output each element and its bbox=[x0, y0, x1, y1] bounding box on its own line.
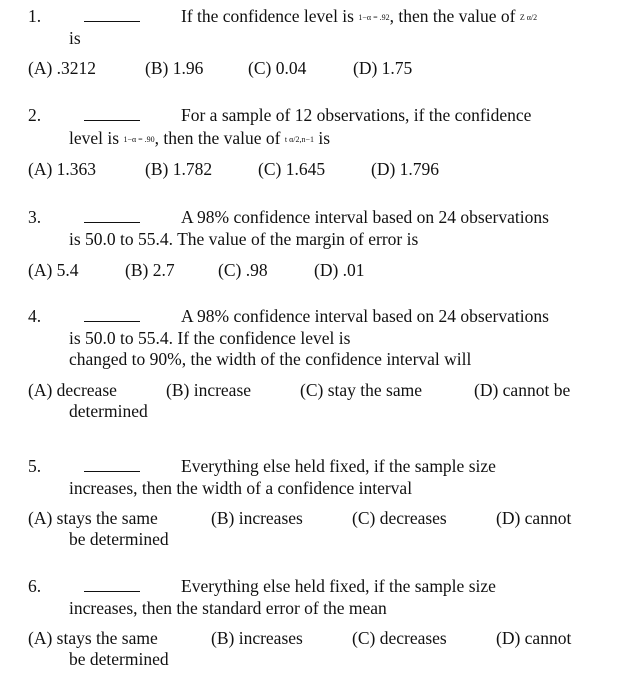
answer-blank[interactable] bbox=[84, 456, 140, 476]
option-a[interactable]: (A) decrease bbox=[28, 380, 117, 400]
option-b[interactable]: (B) 1.782 bbox=[145, 159, 213, 179]
question-stem-cont: is 50.0 to 55.4. If the confidence level is bbox=[69, 328, 351, 348]
option-c[interactable]: (C) decreases bbox=[352, 628, 447, 648]
answer-blank[interactable] bbox=[84, 6, 140, 26]
option-d[interactable]: (D) cannot bbox=[496, 508, 572, 528]
option-b[interactable]: (B) increases bbox=[211, 508, 303, 528]
option-d[interactable]: (D) cannot bbox=[496, 628, 572, 648]
question-stem: If the confidence level is 1−α = .92, then the value of Z α/2 bbox=[181, 6, 538, 26]
question-number: 5. bbox=[28, 456, 42, 476]
option-b[interactable]: (B) 2.7 bbox=[125, 260, 175, 280]
question-stem: Everything else held fixed, if the sample size bbox=[181, 456, 496, 476]
question-stem-cont: increases, then the standard error of the mean bbox=[69, 598, 387, 618]
question-number: 1. bbox=[28, 6, 42, 26]
option-b[interactable]: (B) increase bbox=[166, 380, 252, 400]
option-c[interactable]: (C) stay the same bbox=[300, 380, 422, 400]
option-c[interactable]: (C) .98 bbox=[218, 260, 268, 280]
option-b[interactable]: (B) 1.96 bbox=[145, 58, 204, 78]
option-a[interactable]: (A) stays the same bbox=[28, 508, 158, 528]
option-a[interactable]: (A) 1.363 bbox=[28, 159, 97, 179]
question-stem: Everything else held fixed, if the sample size bbox=[181, 576, 496, 596]
formula-t: t α/2,n−1 bbox=[284, 135, 315, 144]
question-stem-cont: is bbox=[69, 28, 81, 48]
answer-blank[interactable] bbox=[84, 306, 140, 326]
option-c[interactable]: (C) decreases bbox=[352, 508, 447, 528]
answer-blank[interactable] bbox=[84, 105, 140, 125]
option-d[interactable]: (D) cannot be bbox=[474, 380, 571, 400]
option-d-cont: be determined bbox=[69, 529, 169, 549]
question-number: 2. bbox=[28, 105, 42, 125]
question-stem-cont: changed to 90%, the width of the confidence interval will bbox=[69, 349, 472, 369]
question-stem: For a sample of 12 observations, if the confidence bbox=[181, 105, 532, 125]
option-d-cont: be determined bbox=[69, 649, 169, 669]
option-d-cont: determined bbox=[69, 401, 148, 421]
option-a[interactable]: (A) .3212 bbox=[28, 58, 97, 78]
option-a[interactable]: (A) stays the same bbox=[28, 628, 158, 648]
option-c[interactable]: (C) 0.04 bbox=[248, 58, 307, 78]
question-number: 3. bbox=[28, 207, 42, 227]
question-stem-cont: increases, then the width of a confidence interval bbox=[69, 478, 413, 498]
question-stem-cont: is 50.0 to 55.4. The value of the margin of error is bbox=[69, 229, 419, 249]
question-stem-cont: level is 1−α = .90, then the value of t α/2,n−1 is bbox=[69, 128, 331, 148]
option-a[interactable]: (A) 5.4 bbox=[28, 260, 79, 280]
formula-z: Z α/2 bbox=[519, 13, 538, 22]
option-d[interactable]: (D) 1.75 bbox=[353, 58, 413, 78]
question-number: 6. bbox=[28, 576, 42, 596]
question-stem: A 98% confidence interval based on 24 observations bbox=[181, 207, 549, 227]
formula-confidence: 1−α = .90 bbox=[123, 135, 155, 144]
option-d[interactable]: (D) 1.796 bbox=[371, 159, 440, 179]
question-number: 4. bbox=[28, 306, 42, 326]
option-c[interactable]: (C) 1.645 bbox=[258, 159, 326, 179]
option-d[interactable]: (D) .01 bbox=[314, 260, 365, 280]
answer-blank[interactable] bbox=[84, 207, 140, 227]
question-stem: A 98% confidence interval based on 24 observations bbox=[181, 306, 549, 326]
option-b[interactable]: (B) increases bbox=[211, 628, 303, 648]
formula-confidence: 1−α = .92 bbox=[358, 13, 390, 22]
answer-blank[interactable] bbox=[84, 576, 140, 596]
